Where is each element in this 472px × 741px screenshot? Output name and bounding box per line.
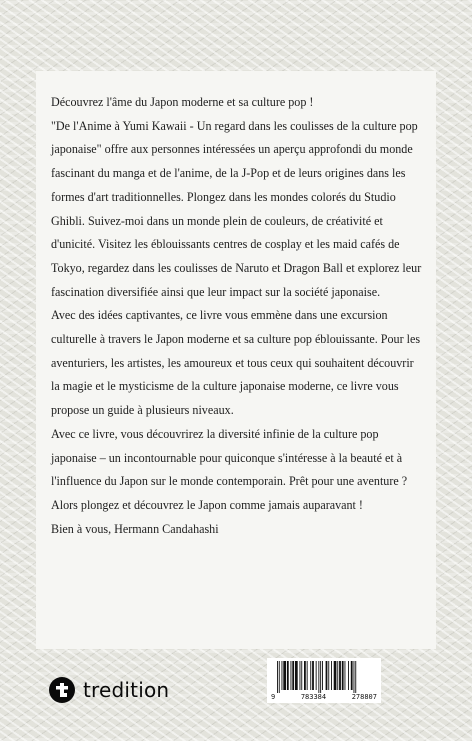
tredition-logo-icon [49, 677, 75, 703]
barcode-bar [300, 661, 301, 690]
publisher-logo [49, 675, 169, 705]
barcode-bar [342, 661, 344, 690]
barcode-bar [354, 661, 355, 693]
publisher-name: tredition [83, 678, 170, 702]
barcode-bar [307, 661, 308, 690]
barcode-bar [283, 661, 286, 690]
barcode-bar [334, 661, 337, 690]
barcode-bar [355, 661, 356, 693]
description-paragraph: Avec ce livre, vous découvrirez la diversité infinie de la culture pop japonaise – un incontournable pour quiconque s'intéresse à la beauté et à l'influence du Japon sur le monde contemporain. Prêt pour une aventure ? Alors plongez et découvrez le Japon comme jamais auparavant ! [51, 426, 408, 512]
barcode-bar [279, 661, 280, 693]
barcode-bar [282, 661, 283, 690]
author-signoff: Bien à vous, Hermann Candahashi [51, 521, 219, 536]
barcode-bar [345, 661, 346, 690]
barcode-bar [322, 661, 323, 690]
barcode-bar [320, 661, 321, 693]
isbn-barcode [267, 658, 381, 703]
barcode-digit-group: 783384 [300, 693, 327, 701]
barcode-bar [304, 661, 306, 690]
barcode-bar [287, 661, 289, 690]
barcode-bar [351, 661, 353, 690]
barcode-bar [318, 661, 319, 693]
back-cover-text-panel [36, 71, 436, 649]
description-paragraph: Avec des idées captivantes, ce livre vous emmène dans une excursion culturelle à travers le Japon moderne et sa culture pop éblouissante. Pour les aventuriers, les artistes, les amoureux et tous ceux qui souhaitent découvrir la magie et le mysticisme de la culture japonaise moderne, ce livre vous propose un guide à plusieurs niveaux. [51, 308, 421, 418]
barcode-bar [312, 661, 314, 690]
barcode-bar [295, 661, 298, 690]
tagline: Découvrez l'âme du Japon moderne et sa culture pop ! [51, 95, 314, 109]
barcode-bar [337, 661, 338, 690]
barcode-bar [301, 661, 302, 690]
barcode-bar [326, 661, 328, 690]
barcode-bar [310, 661, 311, 690]
barcode-bar [339, 661, 341, 690]
barcode-bar [277, 661, 278, 693]
description-paragraph: "De l'Anime à Yumi Kawaii - Un regard dans les coulisses de la culture pop japonaise" offre aux personnes intéressées un aperçu approfondi du monde fascinant du manga et de l'anime, de la J-Pop et de leurs origines dans les formes d'art traditionnelles. Plongez dans les mondes colorés du Studio Ghibli. Suivez-moi dans un monde plein de couleurs, de créativité et d'unicité. Visitez les éblouissants centres de cosplay et les maid cafés de Tokyo, regardez dans les coulisses de Naruto et Dragon Ball et explorez leur fascination diversifiée ainsi que leur impact sur la société japonaise. [51, 118, 422, 299]
barcode-bar [348, 661, 349, 690]
barcode-bar [328, 661, 329, 690]
barcode-bar [331, 661, 332, 690]
barcode-digit-prefix: 9 [271, 693, 276, 701]
barcode-digit-group: 278807 [351, 693, 377, 701]
barcode-bar [291, 661, 292, 690]
barcode-bar [316, 661, 317, 690]
barcode-bar [292, 661, 294, 690]
